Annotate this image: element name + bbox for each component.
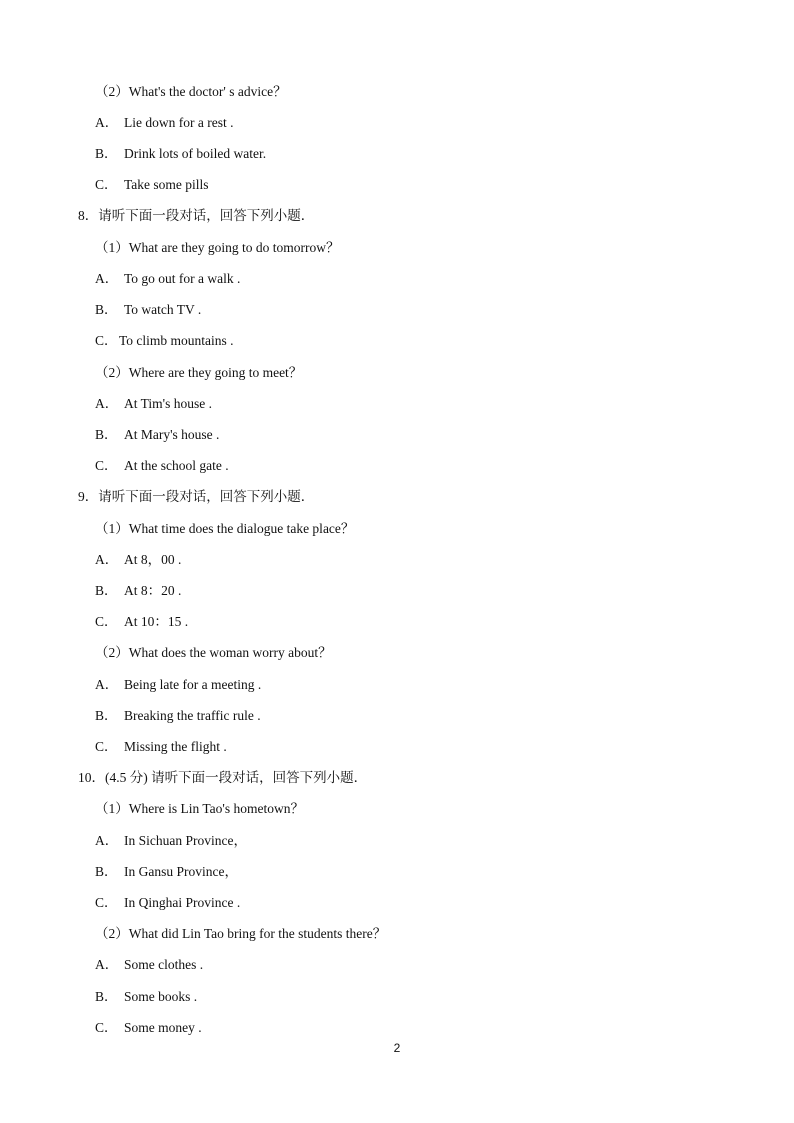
- option-text: In Sichuan Province，: [124, 833, 247, 848]
- option-letter: A．: [95, 552, 119, 567]
- option-text: Some money .: [124, 1020, 202, 1035]
- option-text: At the school gate .: [124, 458, 229, 473]
- option-letter: A．: [95, 833, 119, 848]
- option-text: Being late for a meeting .: [124, 677, 262, 692]
- q10-heading: 10．(4.5 分) 请听下面一段对话，回答下列小题．: [78, 770, 368, 785]
- q10-sub1-option-a: [95, 832, 247, 850]
- option-letter: B．: [95, 864, 118, 879]
- q10-subquestion-2: （2）What did Lin Tao bring for the students there？: [95, 926, 387, 941]
- q7-sub2-option-c: [95, 176, 209, 194]
- q8-sub2-option-c: [95, 457, 229, 475]
- q9-sub1-option-c: [95, 613, 188, 631]
- option-text: At 8，00 .: [124, 552, 182, 567]
- option-letter: B．: [95, 302, 118, 317]
- option-text: At Mary's house .: [124, 427, 220, 442]
- q8-sub1-option-a: [95, 270, 240, 288]
- option-letter: C．: [95, 895, 118, 910]
- option-text: In Gansu Province，: [124, 864, 238, 879]
- option-letter: C．: [95, 614, 118, 629]
- option-letter: C．: [95, 458, 118, 473]
- option-letter: B．: [95, 427, 118, 442]
- option-text: At Tim's house .: [124, 396, 212, 411]
- option-letter: A．: [95, 677, 119, 692]
- q9-sub1-option-b: [95, 582, 181, 600]
- option-text: Some clothes .: [124, 957, 204, 972]
- q7-sub2-option-b: [95, 145, 266, 163]
- q8-sub2-option-b: [95, 426, 219, 444]
- option-letter: C．: [95, 333, 118, 348]
- q9-sub1-option-a: [95, 551, 181, 569]
- q9-subquestion-1: （1）What time does the dialogue take place？: [95, 521, 355, 536]
- option-text: Take some pills: [124, 177, 209, 192]
- option-text: Breaking the traffic rule .: [124, 708, 261, 723]
- option-letter: B．: [95, 989, 118, 1004]
- q10-sub2-option-c: [95, 1019, 202, 1037]
- option-text: Lie down for a rest .: [124, 115, 234, 130]
- option-letter: A．: [95, 957, 119, 972]
- q7-sub2-option-a: [95, 114, 233, 132]
- option-text: To watch TV .: [124, 302, 202, 317]
- option-letter: A．: [95, 396, 119, 411]
- option-text: To climb mountains .: [119, 333, 234, 348]
- q10-sub1-option-c: [95, 894, 240, 912]
- q9-subquestion-2: （2）What does the woman worry about？: [95, 645, 332, 660]
- option-letter: C．: [95, 177, 118, 192]
- page-number: 2: [393, 1041, 401, 1055]
- option-letter: B．: [95, 146, 118, 161]
- option-letter: B．: [95, 708, 118, 723]
- q8-subquestion-2: （2）Where are they going to meet？: [95, 365, 303, 380]
- option-letter: A．: [95, 115, 119, 130]
- q8-heading: 8．请听下面一段对话，回答下列小题．: [78, 208, 315, 223]
- q10-sub2-option-b: [95, 988, 197, 1006]
- option-letter: C．: [95, 1020, 118, 1035]
- option-text: Drink lots of boiled water.: [124, 146, 267, 161]
- option-text: To go out for a walk .: [124, 271, 241, 286]
- q9-sub2-option-a: [95, 676, 261, 694]
- option-text: In Qinghai Province .: [124, 895, 241, 910]
- q8-sub1-option-c: [95, 332, 234, 350]
- option-letter: B．: [95, 583, 118, 598]
- option-text: At 10：15 .: [124, 614, 189, 629]
- q9-sub2-option-b: [95, 707, 261, 725]
- option-text: Some books .: [124, 989, 198, 1004]
- option-letter: A．: [95, 271, 119, 286]
- q9-heading: 9．请听下面一段对话，回答下列小题．: [78, 489, 315, 504]
- option-text: Missing the flight .: [124, 739, 227, 754]
- q8-subquestion-1: （1）What are they going to do tomorrow？: [95, 240, 340, 255]
- q8-sub2-option-a: [95, 395, 212, 413]
- option-text: At 8：20 .: [124, 583, 182, 598]
- q9-sub2-option-c: [95, 738, 227, 756]
- q10-subquestion-1: （1）Where is Lin Tao's hometown？: [95, 801, 304, 816]
- option-letter: C．: [95, 739, 118, 754]
- q10-sub1-option-b: [95, 863, 238, 881]
- q7-subquestion-2: （2）What's the doctor' s advice？: [95, 84, 287, 99]
- q8-sub1-option-b: [95, 301, 201, 319]
- q10-sub2-option-a: [95, 956, 203, 974]
